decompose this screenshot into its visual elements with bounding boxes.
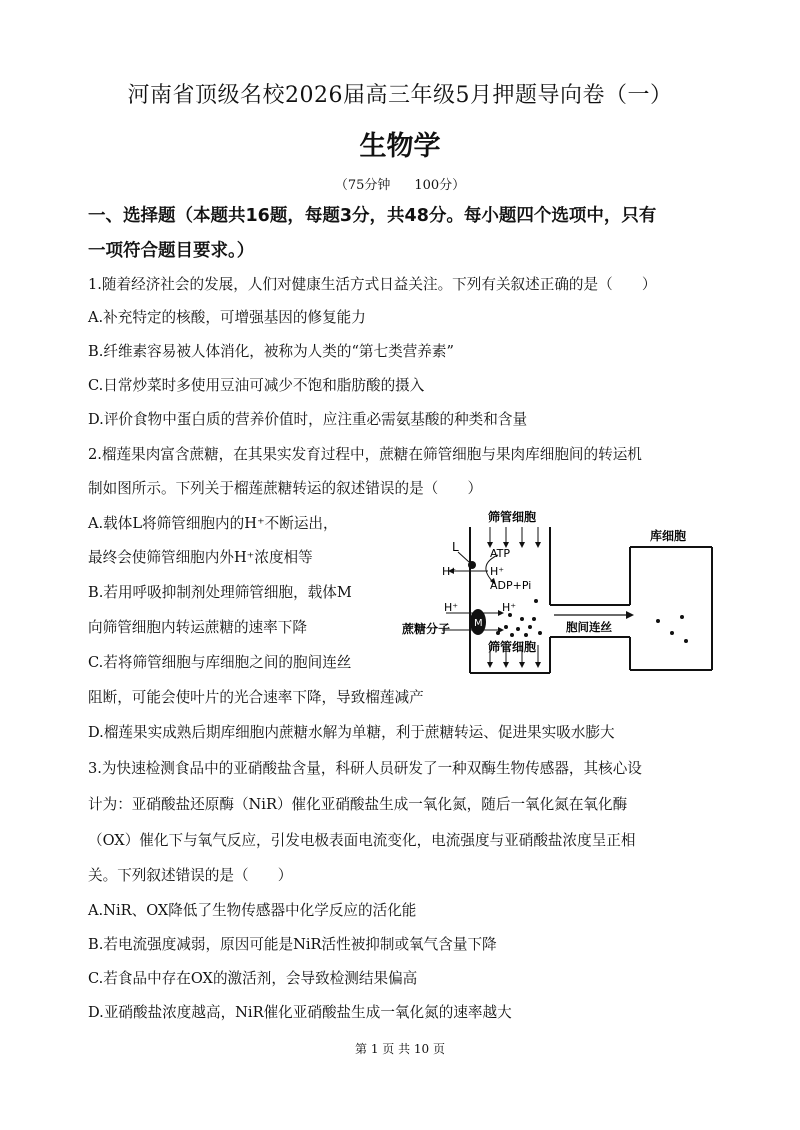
q2-stem-line2: 制如图所示。下列关于榴莲蔗糖转运的叙述错误的是（ ） [88,480,483,497]
sink-cell-label: 库细胞 [650,529,687,543]
exam-score: 100分） [414,178,466,193]
h-ion-right-l: H⁺ [490,565,505,578]
sieve-cell-top-label: 筛管细胞 [488,510,537,524]
q2-option-a-line1: A.载体L将筛管细胞内的H⁺不断运出， [88,515,338,532]
h-ion-right-m: H⁺ [502,601,517,614]
q3-stem-line4: 关。下列叙述错误的是（ ） [88,867,293,884]
q1-stem: 1.随着经济社会的发展，人们对健康生活方式日益关注。下列有关叙述正确的是（ ） [88,276,657,293]
q3-stem-line3: （OX）催化下与氧气反应，引发电极表面电流变化，电流强度与亚硝酸盐浓度呈正相 [88,832,636,849]
q2-stem-line1: 2.榴莲果肉富含蔗糖，在其果实发育过程中，蔗糖在筛管细胞与果肉库细胞间的转运机 [88,446,642,463]
adp-label: ADP+Pi [490,579,532,592]
section-heading-line2: 一项符合题目要求。） [88,241,255,261]
q2-option-b-line2: 向筛管细胞内转运蔗糖的速率下降 [88,619,307,636]
q3-option-b: B.若电流强度减弱，原因可能是NiR活性被抑制或氧气含量下降 [88,936,497,953]
page-footer: 第 1 页 共 10 页 [355,1042,445,1056]
q1-option-c: C.日常炒菜时多使用豆油可减少不饱和脂肪酸的摄入 [88,377,425,394]
carrier-m-label: M [474,618,483,629]
q3-option-a: A.NiR、OX降低了生物传感器中化学反应的活化能 [88,902,417,919]
plasmodesmata-label: 胞间连丝 [566,620,612,634]
atp-label: ATP [490,547,511,560]
h-ion-left-m: H⁺ [444,601,459,614]
exam-meta [0,174,800,193]
q2-option-b-line1: B.若用呼吸抑制剂处理筛管细胞，载体M [88,584,352,601]
h-ion-left-l: H⁺ [442,565,457,578]
q3-option-c: C.若食品中存在OX的激活剂，会导致检测结果偏高 [88,970,418,987]
q1-option-b: B.纤维素容易被人体消化，被称为人类的“第七类营养素” [88,343,454,360]
q1-option-d: D.评价食物中蛋白质的营养价值时，应注重必需氨基酸的种类和含量 [88,411,528,428]
q2-option-c-line2: 阻断，可能会使叶片的光合速率下降，导致榴莲减产 [88,689,424,706]
q3-stem-line1: 3.为快速检测食品中的亚硝酸盐含量，科研人员研发了一种双酶生物传感器，其核心设 [88,760,642,777]
q2-option-c-line1: C.若将筛管细胞与库细胞之间的胞间连丝 [88,654,352,671]
carrier-l-icon [468,561,476,569]
carrier-l-label: L [452,540,459,554]
sucrose-label: 蔗糖分子 [402,622,451,636]
q1-option-a: A.补充特定的核酸，可增强基因的修复能力 [88,309,366,326]
exam-time: （75分钟 [334,178,391,193]
section-heading-line1: 一、选择题（本题共16题，每题3分，共48分。每小题四个选项中，只有 [88,206,657,226]
exam-title: 河南省顶级名校2026届高三年级5月押题导向卷（一） [127,83,673,108]
sucrose-transport-diagram [402,505,722,680]
subject-title: 生物学 [359,131,441,162]
q3-option-d: D.亚硝酸盐浓度越高，NiR催化亚硝酸盐生成一氧化氮的速率越大 [88,1004,512,1021]
sieve-cell-bottom-label: 筛管细胞 [488,640,537,654]
q2-option-d: D.榴莲果实成熟后期库细胞内蔗糖水解为单糖，利于蔗糖转运、促进果实吸水膨大 [88,724,615,741]
q3-stem-line2: 计为：亚硝酸盐还原酶（NiR）催化亚硝酸盐生成一氧化氮，随后一氧化氮在氧化酶 [88,796,628,813]
q2-option-a-line2: 最终会使筛管细胞内外H⁺浓度相等 [88,549,313,566]
